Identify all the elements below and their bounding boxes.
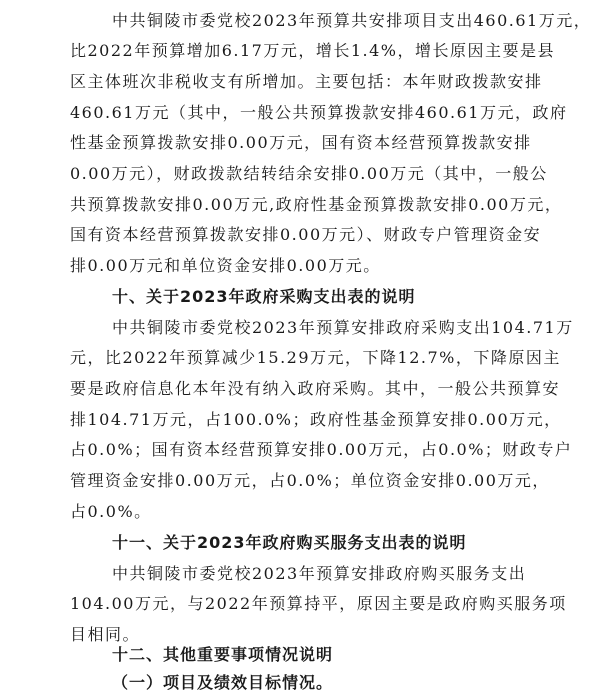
body-line: 区主体班次非税收支有所增加。主要包括：本年财政拨款安排	[70, 72, 543, 91]
body-line: 中共铜陵市委党校2023年预算安排政府采购支出104.71万	[112, 318, 574, 337]
body-line: 管理资金安排0.00万元，占0.0%；单位资金安排0.00万元，	[70, 471, 550, 490]
body-line: 目相同。	[70, 625, 141, 644]
body-line: 比2022年预算增加6.17万元，增长1.4%，增长原因主要是县	[70, 41, 555, 60]
body-line: 占0.0%；国有资本经营预算安排0.00万元，占0.0%；财政专户	[70, 440, 573, 459]
body-line: 460.61万元（其中，一般公共预算拨款安排460.61万元，政府	[70, 103, 568, 122]
body-line: 要是政府信息化本年没有纳入政府采购。其中，一般公共预算安	[70, 379, 561, 398]
body-line: 排0.00万元和单位资金安排0.00万元。	[70, 256, 381, 275]
body-line: 性基金预算拨款安排0.00万元，国有资本经营预算拨款安排	[70, 133, 532, 152]
body-line: 占0.0%。	[70, 502, 152, 521]
section-heading: 十、关于2023年政府采购支出表的说明	[112, 287, 416, 306]
body-line: 元，比2022年预算减少15.29万元，下降12.7%，下降原因主	[70, 348, 561, 367]
section-heading: 十二、其他重要事项情况说明	[112, 645, 334, 664]
body-line: 国有资本经营预算拨款安排0.00万元）、财政专户管理资金安	[70, 225, 542, 244]
body-line: 中共铜陵市委党校2023年预算安排政府购买服务支出	[112, 564, 527, 583]
body-line: 0.00万元），财政拨款结转结余安排0.00万元（其中，一般公	[70, 164, 548, 183]
section-heading: 十一、关于2023年政府购买服务支出表的说明	[112, 533, 467, 552]
body-line: 排104.71万元，占100.0%；政府性基金预算安排0.00万元，	[70, 410, 562, 429]
body-line: 中共铜陵市委党校2023年预算共安排项目支出460.61万元，	[112, 11, 592, 30]
body-line: 共预算拨款安排0.00万元,政府性基金预算拨款安排0.00万元，	[70, 195, 563, 214]
body-line: 104.00万元，与2022年预算持平，原因主要是政府购买服务项	[70, 594, 567, 613]
subsection-heading: （一）项目及绩效目标情况。	[112, 673, 334, 692]
